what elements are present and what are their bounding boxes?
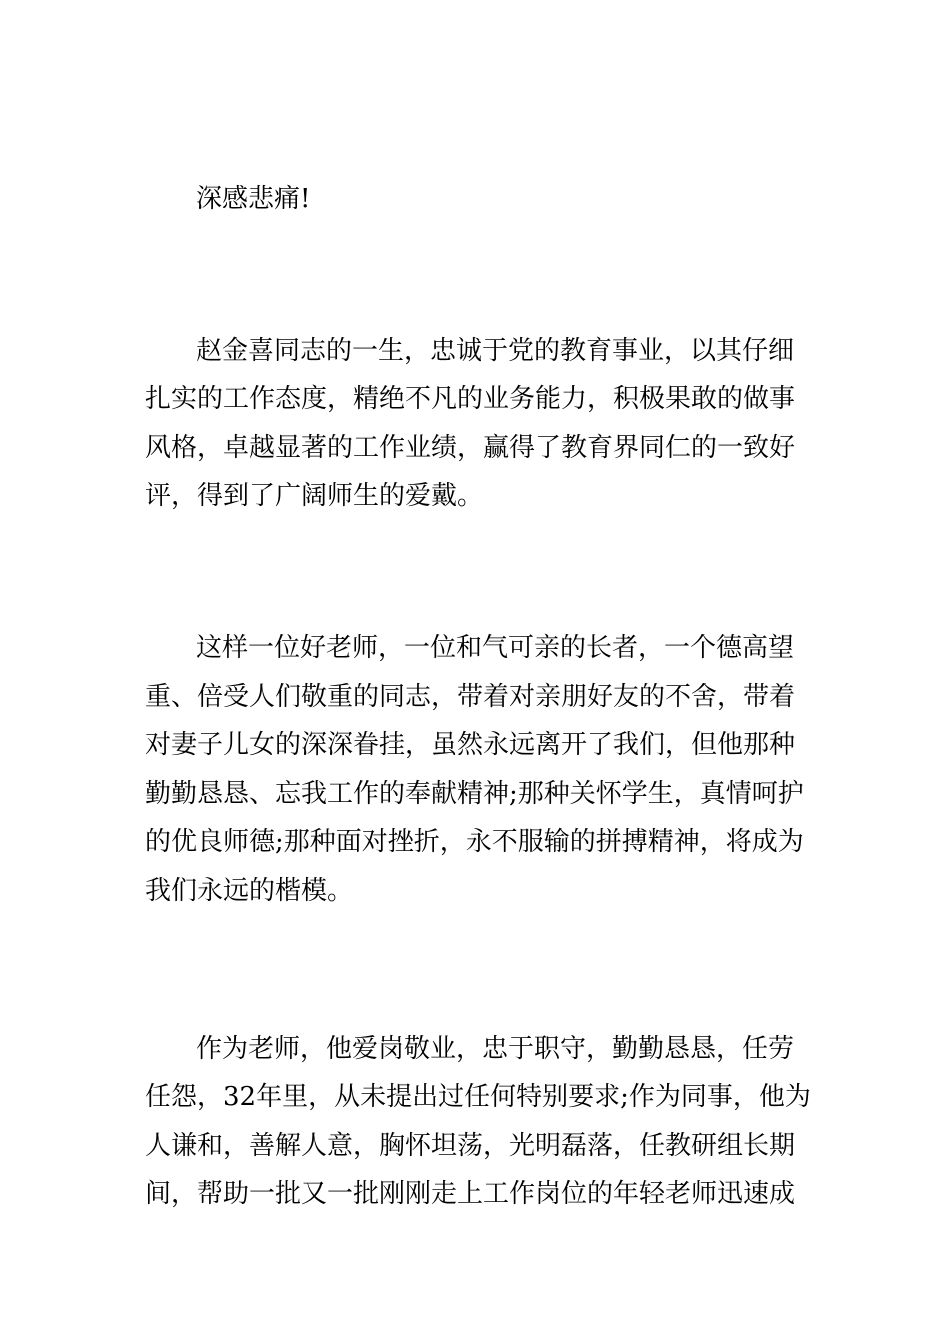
paragraph-line: 勤勤恳恳、忘我工作的奉献精神;那种关怀学生，真情呵护 [145, 779, 804, 809]
paragraph-line: 作为老师，他爱岗敬业，忠于职守，勤勤恳恳，任劳 [196, 1034, 795, 1064]
paragraph-line: 任怨，32年里，从未提出过任何特别要求;作为同事，他为 [145, 1082, 811, 1112]
paragraph-line: 间，帮助一批又一批刚刚走上工作岗位的年轻老师迅速成 [145, 1179, 796, 1209]
paragraph-line: 我们永远的楷模。 [145, 876, 354, 906]
paragraph-line: 人谦和，善解人意，胸怀坦荡，光明磊落，任教研组长期 [145, 1131, 796, 1161]
paragraph-line: 深感悲痛! [196, 184, 311, 214]
paragraph-line: 对妻子儿女的深深眷挂，虽然永远离开了我们，但他那种 [145, 730, 796, 760]
paragraph-line: 的优良师德;那种面对挫折，永不服输的拼搏精神，将成为 [145, 827, 804, 857]
paragraph-line: 扎实的工作态度，精绝不凡的业务能力，积极果敢的做事 [145, 384, 796, 414]
paragraph-line: 评，得到了广阔师生的爱戴。 [145, 481, 484, 511]
paragraph-line: 风格，卓越显著的工作业绩，赢得了教育界同仁的一致好 [145, 433, 796, 463]
paragraph-line: 赵金喜同志的一生，忠诚于党的教育事业，以其仔细 [196, 336, 795, 366]
paragraph-line: 重、倍受人们敬重的同志，带着对亲朋好友的不舍，带着 [145, 682, 796, 712]
paragraph-line: 这样一位好老师，一位和气可亲的长者，一个德高望 [196, 633, 795, 663]
